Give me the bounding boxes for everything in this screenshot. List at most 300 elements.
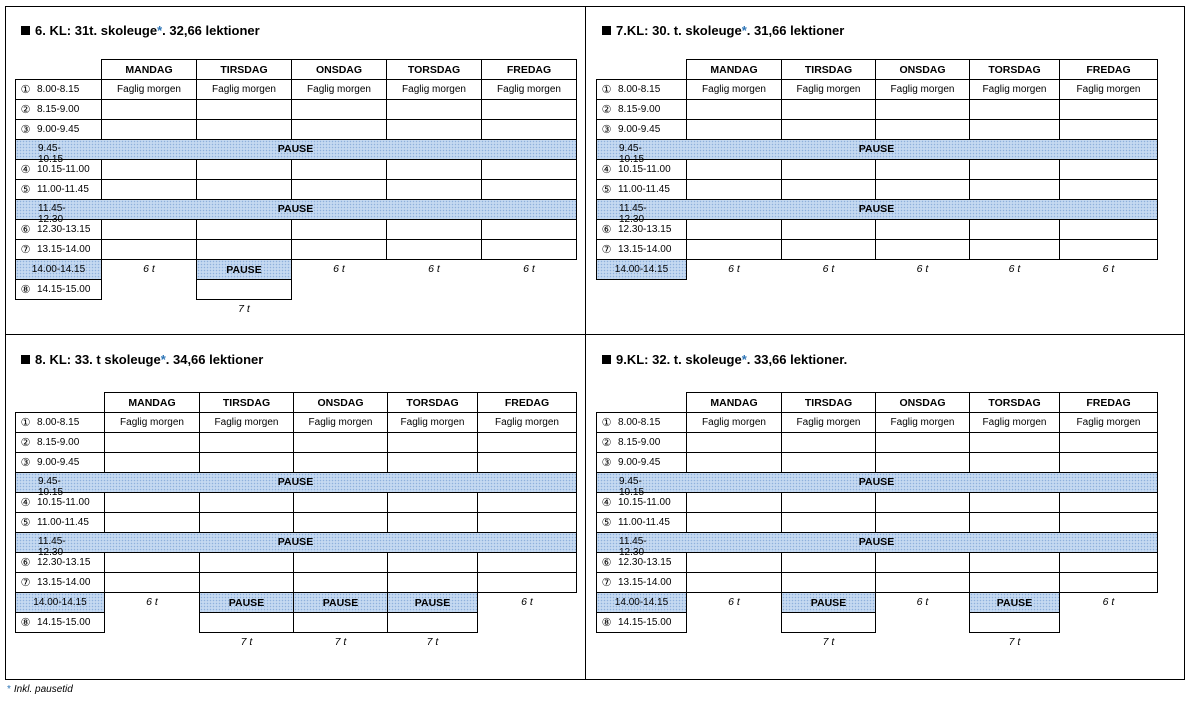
lesson-number-icon: ⑥ — [601, 224, 612, 236]
pause-label — [596, 143, 1157, 155]
schedule-cell — [781, 452, 876, 473]
faglig-morgen-label: Faglig morgen — [1076, 417, 1141, 428]
faglig-morgen-label: Faglig morgen — [214, 417, 279, 428]
day-header-label: TORSDAG — [406, 396, 459, 409]
pause-label-text: PAUSE — [858, 143, 895, 155]
schedule-cell — [781, 572, 876, 593]
day-header-torsdag — [969, 392, 1060, 413]
lesson-number-icon: ② — [601, 104, 612, 116]
lesson-time-cell — [15, 512, 105, 533]
hours-total — [969, 632, 1060, 652]
lesson-time: 14.15-15.00 — [618, 617, 672, 628]
lesson-time: 10.15-11.00 — [618, 497, 671, 508]
hours-total — [1059, 592, 1158, 612]
faglig-morgen-label: Faglig morgen — [796, 84, 861, 95]
lesson-time: 8.15-9.00 — [37, 104, 80, 115]
hours-total-value: 6 t — [521, 596, 533, 608]
schedule-cell — [1059, 99, 1158, 120]
lesson-time: 9.00-9.45 — [618, 124, 661, 135]
hours-total-value: 6 t — [916, 263, 929, 275]
lesson-number-icon: ④ — [601, 164, 612, 176]
lesson-number-icon: ④ — [601, 497, 612, 509]
day-header-tirsdag — [781, 59, 876, 80]
lesson-8-cell — [196, 279, 292, 300]
hours-total — [291, 259, 387, 279]
schedule-cell — [293, 452, 388, 473]
schedule-cell — [101, 219, 197, 240]
faglig-morgen-label: Faglig morgen — [796, 417, 861, 428]
lesson-time: 9.00-9.45 — [37, 457, 80, 468]
schedule-cell — [686, 99, 782, 120]
lesson-time-cell — [596, 99, 687, 120]
lesson-number-icon: ① — [20, 84, 31, 96]
schedule-cell — [686, 239, 782, 260]
day-header-label: MANDAG — [128, 396, 176, 409]
panel-title-count: . 33,66 lektioner. — [746, 352, 848, 367]
day-header-onsdag — [293, 392, 388, 413]
day-header-label: ONSDAG — [899, 63, 946, 76]
panel-title-count: . 31,66 lektioner — [746, 23, 845, 38]
hours-total — [386, 259, 482, 279]
schedule-cell — [291, 119, 387, 140]
schedule-cell — [686, 512, 782, 533]
pause-cell — [781, 592, 876, 613]
lesson-number-icon: ① — [20, 417, 31, 429]
hours-total-value: 6 t — [1102, 263, 1115, 275]
lesson-number-icon: ① — [601, 417, 612, 429]
schedule-cell — [969, 79, 1060, 100]
schedule-cell — [969, 179, 1060, 200]
schedule-cell — [481, 239, 577, 260]
schedule-cell — [477, 412, 577, 433]
schedule-cell — [477, 432, 577, 453]
lesson-number-icon: ② — [20, 104, 31, 116]
pause-label-text: PAUSE — [277, 143, 314, 155]
pause-label-text: PAUSE — [277, 476, 314, 488]
lesson-number-icon: ⑤ — [601, 517, 612, 529]
schedule-cell — [291, 99, 387, 120]
schedule-cell — [781, 159, 876, 180]
lesson-time: 13.15-14.00 — [618, 244, 672, 255]
schedule-cell — [686, 219, 782, 240]
day-header-label: FREDAG — [504, 396, 550, 409]
pause-label-text: PAUSE — [858, 536, 895, 548]
schedule-cell — [291, 239, 387, 260]
schedule-cell — [481, 119, 577, 140]
pause-label — [596, 476, 1157, 488]
day-header-label: TIRSDAG — [804, 63, 853, 76]
pause-time-label: 14.00-14.15 — [31, 264, 86, 275]
lesson-time-cell — [596, 119, 687, 140]
day-header-onsdag — [291, 59, 387, 80]
panel-title — [21, 23, 260, 38]
hours-total-value: 6 t — [523, 263, 535, 275]
hours-total — [969, 259, 1060, 279]
lesson-number-icon: ① — [601, 84, 612, 96]
lesson-time-cell — [15, 432, 105, 453]
schedule-cell — [477, 492, 577, 513]
schedule-cell — [199, 572, 294, 593]
lesson-time: 11.00-11.45 — [618, 517, 670, 528]
panel-title-count: . 32,66 lektioner — [162, 23, 260, 38]
schedule-cell — [196, 179, 292, 200]
lesson-8-cell — [781, 612, 876, 633]
pause-time-label: 11.45-12.30 — [38, 536, 66, 558]
schedule-cell — [875, 432, 970, 453]
schedule-cell — [875, 552, 970, 573]
lesson-number-icon: ② — [20, 437, 31, 449]
lesson-time-cell — [596, 219, 687, 240]
schedule-cell — [387, 512, 478, 533]
pause-time-label: 14.00-14.15 — [614, 264, 669, 275]
lesson-time-cell — [596, 512, 687, 533]
hours-total-value: 7 t — [240, 636, 253, 648]
schedule-cell — [101, 99, 197, 120]
day-header-mandag — [686, 59, 782, 80]
schedule-cell — [291, 219, 387, 240]
lesson-8-cell — [969, 612, 1060, 633]
day-header-onsdag — [875, 59, 970, 80]
faglig-morgen-label: Faglig morgen — [120, 417, 184, 428]
hours-total — [781, 632, 876, 652]
day-header-label: TIRSDAG — [222, 396, 271, 409]
schedule-cell — [387, 412, 478, 433]
schedule-cell — [199, 552, 294, 573]
pause-time-label: 11.45-12.30 — [619, 536, 647, 558]
hours-total — [199, 632, 294, 652]
lesson-time: 9.00-9.45 — [618, 457, 661, 468]
schedule-cell — [875, 179, 970, 200]
schedule-cell — [104, 552, 200, 573]
hours-total-value: 6 t — [728, 263, 740, 275]
pause-time-cell — [15, 259, 102, 280]
schedule-cell — [291, 179, 387, 200]
day-header-label: FREDAG — [1086, 396, 1131, 409]
day-header-tirsdag — [196, 59, 292, 80]
schedule-cell — [875, 159, 970, 180]
schedule-cell — [386, 219, 482, 240]
schedule-cell — [969, 452, 1060, 473]
schedule-cell — [686, 572, 782, 593]
day-header-fredag — [477, 392, 577, 413]
lesson-time-cell — [15, 612, 105, 633]
faglig-morgen-label: Faglig morgen — [702, 84, 766, 95]
pause-label — [15, 203, 576, 215]
pause-label — [596, 536, 1157, 548]
lesson-time-cell — [15, 239, 102, 260]
schedule-cell — [104, 412, 200, 433]
schedule-cell — [101, 79, 197, 100]
day-header-label: MANDAG — [125, 63, 173, 76]
hours-total — [101, 259, 197, 279]
schedule-cell — [781, 412, 876, 433]
schedule-cell — [686, 159, 782, 180]
panel-title-main: 6. KL: 31t. skoleuge — [35, 23, 158, 38]
schedule-cell — [1059, 159, 1158, 180]
hours-total — [481, 259, 577, 279]
pause-cell-label: PAUSE — [996, 596, 1033, 609]
footnote-star: * — [7, 684, 11, 695]
day-header-torsdag — [969, 59, 1060, 80]
panel-title-main: 9.KL: 32. t. skoleuge — [616, 352, 742, 367]
hours-total-value: 7 t — [334, 636, 347, 648]
faglig-morgen-label: Faglig morgen — [1076, 84, 1141, 95]
hours-total-value: 6 t — [822, 263, 835, 275]
schedule-cell — [386, 239, 482, 260]
hours-total — [875, 592, 970, 612]
lesson-time-cell — [596, 452, 687, 473]
day-header-tirsdag — [781, 392, 876, 413]
lesson-time: 10.15-11.00 — [618, 164, 671, 175]
lesson-number-icon: ③ — [20, 124, 31, 136]
lesson-time: 14.15-15.00 — [37, 617, 91, 628]
lesson-8-cell — [293, 612, 388, 633]
panel-title-star: * — [741, 352, 747, 367]
panel-title — [602, 23, 844, 38]
lesson-time-cell — [15, 219, 102, 240]
schedule-cell — [101, 239, 197, 260]
panel-title-main: 8. KL: 33. t skoleuge — [35, 352, 161, 367]
schedule-cell — [686, 119, 782, 140]
schedule-cell — [386, 119, 482, 140]
hours-total — [477, 592, 577, 612]
schedule-cell — [686, 452, 782, 473]
lesson-time: 8.15-9.00 — [37, 437, 80, 448]
lesson-time: 12.30-13.15 — [37, 557, 91, 568]
footnote-text: Inkl. pausetid — [13, 684, 73, 695]
schedule-cell — [969, 512, 1060, 533]
pause-label-text: PAUSE — [277, 536, 314, 548]
day-header-mandag — [104, 392, 200, 413]
lesson-time: 9.00-9.45 — [37, 124, 80, 135]
lesson-number-icon: ⑤ — [20, 184, 31, 196]
lesson-number-icon: ⑤ — [601, 184, 612, 196]
lesson-time-cell — [15, 452, 105, 473]
lesson-time-cell — [15, 572, 105, 593]
hours-total-value: 6 t — [146, 596, 158, 608]
schedule-cell — [481, 159, 577, 180]
schedule-cell — [969, 492, 1060, 513]
lesson-number-icon: ④ — [20, 164, 31, 176]
schedule-cell — [101, 119, 197, 140]
faglig-morgen-label: Faglig morgen — [212, 84, 276, 95]
lesson-time-cell — [15, 279, 102, 300]
panel-title-count: . 34,66 lektioner — [165, 352, 264, 367]
schedule-cell — [196, 239, 292, 260]
schedule-cell — [781, 119, 876, 140]
schedule-cell — [875, 512, 970, 533]
hours-total-value: 6 t — [1102, 596, 1115, 608]
schedule-cell — [781, 179, 876, 200]
schedule-cell — [196, 159, 292, 180]
lesson-time: 12.30-13.15 — [618, 224, 672, 235]
faglig-morgen-label: Faglig morgen — [117, 84, 181, 95]
schedule-cell — [101, 179, 197, 200]
footnote — [7, 684, 73, 695]
lesson-time: 11.00-11.45 — [37, 184, 89, 195]
schedule-cell — [1059, 79, 1158, 100]
lesson-time: 8.00-8.15 — [37, 417, 80, 428]
schedule-cell — [387, 572, 478, 593]
schedule-cell — [686, 412, 782, 433]
pause-cell — [199, 592, 294, 613]
lesson-time: 12.30-13.15 — [618, 557, 672, 568]
schedule-cell — [969, 159, 1060, 180]
faglig-morgen-label: Faglig morgen — [982, 84, 1047, 95]
lesson-time: 8.00-8.15 — [37, 84, 80, 95]
schedule-cell — [969, 412, 1060, 433]
schedule-cell — [781, 432, 876, 453]
lesson-time: 8.15-9.00 — [618, 437, 661, 448]
faglig-morgen-label: Faglig morgen — [402, 84, 466, 95]
schedule-cell — [875, 572, 970, 593]
schedule-cell — [199, 412, 294, 433]
schedule-cell — [969, 239, 1060, 260]
lesson-number-icon: ⑧ — [20, 617, 31, 629]
lesson-time-cell — [15, 159, 102, 180]
pause-label — [596, 203, 1157, 215]
faglig-morgen-label: Faglig morgen — [308, 417, 373, 428]
pause-time-label: 9.45-10.15 — [619, 143, 645, 165]
schedule-cell — [199, 492, 294, 513]
lesson-time-cell — [596, 552, 687, 573]
schedule-cell — [875, 492, 970, 513]
pause-time-cell — [15, 592, 105, 613]
schedule-cell — [196, 119, 292, 140]
schedule-cell — [293, 492, 388, 513]
schedule-cell — [969, 572, 1060, 593]
lesson-time-cell — [596, 432, 687, 453]
hours-total — [781, 259, 876, 279]
day-header-fredag — [1059, 392, 1158, 413]
day-header-tirsdag — [199, 392, 294, 413]
pause-time-label: 11.45-12.30 — [38, 203, 66, 225]
schedule-cell — [1059, 219, 1158, 240]
day-header-label: FREDAG — [1086, 63, 1131, 76]
schedule-cell — [969, 119, 1060, 140]
lesson-time: 10.15-11.00 — [37, 164, 90, 175]
schedule-cell — [1059, 239, 1158, 260]
pause-time-label: 14.00-14.15 — [33, 597, 87, 608]
faglig-morgen-label: Faglig morgen — [497, 84, 561, 95]
schedule-cell — [1059, 512, 1158, 533]
lesson-number-icon: ⑦ — [601, 244, 612, 256]
pause-label-text: PAUSE — [858, 476, 895, 488]
pause-label-text: PAUSE — [858, 203, 895, 215]
pause-time-label: 11.45-12.30 — [619, 203, 647, 225]
schedule-cell — [686, 179, 782, 200]
schedule-cell — [969, 432, 1060, 453]
lesson-time-cell — [15, 119, 102, 140]
schedule-cell — [293, 512, 388, 533]
lesson-time-cell — [596, 412, 687, 433]
schedule-cell — [293, 552, 388, 573]
lesson-time-cell — [596, 492, 687, 513]
schedule-cell — [481, 99, 577, 120]
hours-total-value: 6 t — [333, 263, 345, 275]
schedule-cell — [781, 552, 876, 573]
schedule-cell — [781, 512, 876, 533]
schedule-cell — [875, 79, 970, 100]
lesson-number-icon: ⑦ — [601, 577, 612, 589]
schedule-cell — [477, 552, 577, 573]
lesson-number-icon: ② — [601, 437, 612, 449]
schedule-cell — [199, 452, 294, 473]
schedule-cell — [1059, 552, 1158, 573]
lesson-time-cell — [596, 179, 687, 200]
schedule-cell — [781, 239, 876, 260]
pause-cell — [293, 592, 388, 613]
schedule-cell — [1059, 432, 1158, 453]
schedule-cell — [199, 512, 294, 533]
pause-cell-label: PAUSE — [226, 263, 262, 276]
hours-total-value: 6 t — [428, 263, 440, 275]
schedule-cell — [293, 572, 388, 593]
panel-title-star: * — [160, 352, 166, 367]
schedule-cell — [196, 79, 292, 100]
square-bullet-icon — [602, 355, 611, 364]
schedule-cell — [1059, 412, 1158, 433]
schedule-cell — [481, 219, 577, 240]
schedule-cell — [104, 572, 200, 593]
schedule-cell — [104, 492, 200, 513]
faglig-morgen-label: Faglig morgen — [890, 84, 955, 95]
lesson-time-cell — [596, 159, 687, 180]
day-header-label: MANDAG — [710, 63, 758, 76]
lesson-time-cell — [15, 492, 105, 513]
pause-cell — [196, 259, 292, 280]
pause-label-text: PAUSE — [277, 203, 314, 215]
schedule-cell — [386, 159, 482, 180]
day-header-label: ONSDAG — [899, 396, 946, 409]
lesson-time-cell — [15, 79, 102, 100]
hours-total — [686, 259, 782, 279]
lesson-number-icon: ④ — [20, 497, 31, 509]
schedule-cell — [686, 492, 782, 513]
schedule-cell — [481, 179, 577, 200]
lesson-time-cell — [15, 552, 105, 573]
lesson-number-icon: ⑧ — [20, 284, 31, 296]
pause-cell-label: PAUSE — [228, 596, 265, 609]
lesson-number-icon: ⑥ — [601, 557, 612, 569]
schedule-cell — [781, 99, 876, 120]
day-header-label: FREDAG — [506, 63, 552, 76]
lesson-number-icon: ⑥ — [20, 224, 31, 236]
lesson-time: 13.15-14.00 — [37, 244, 91, 255]
panel-title — [21, 352, 263, 367]
schedule-cell — [781, 492, 876, 513]
day-header-label: TORSDAG — [988, 396, 1041, 409]
schedule-cell — [1059, 452, 1158, 473]
pause-cell-label: PAUSE — [322, 596, 359, 609]
schedule-cell — [686, 79, 782, 100]
day-header-label: TORSDAG — [407, 63, 461, 76]
hours-total — [875, 259, 970, 279]
pause-cell — [387, 592, 478, 613]
hours-total-value: 6 t — [916, 596, 929, 608]
lesson-time: 8.15-9.00 — [618, 104, 661, 115]
panel-title-star: * — [741, 23, 747, 38]
pause-cell-label: PAUSE — [414, 596, 451, 609]
pause-cell-label: PAUSE — [810, 596, 847, 609]
day-header-onsdag — [875, 392, 970, 413]
lesson-number-icon: ⑥ — [20, 557, 31, 569]
schedule-cell — [686, 432, 782, 453]
square-bullet-icon — [21, 26, 30, 35]
lesson-time: 14.15-15.00 — [37, 284, 91, 295]
schedule-cell — [104, 432, 200, 453]
lesson-time-cell — [596, 612, 687, 633]
